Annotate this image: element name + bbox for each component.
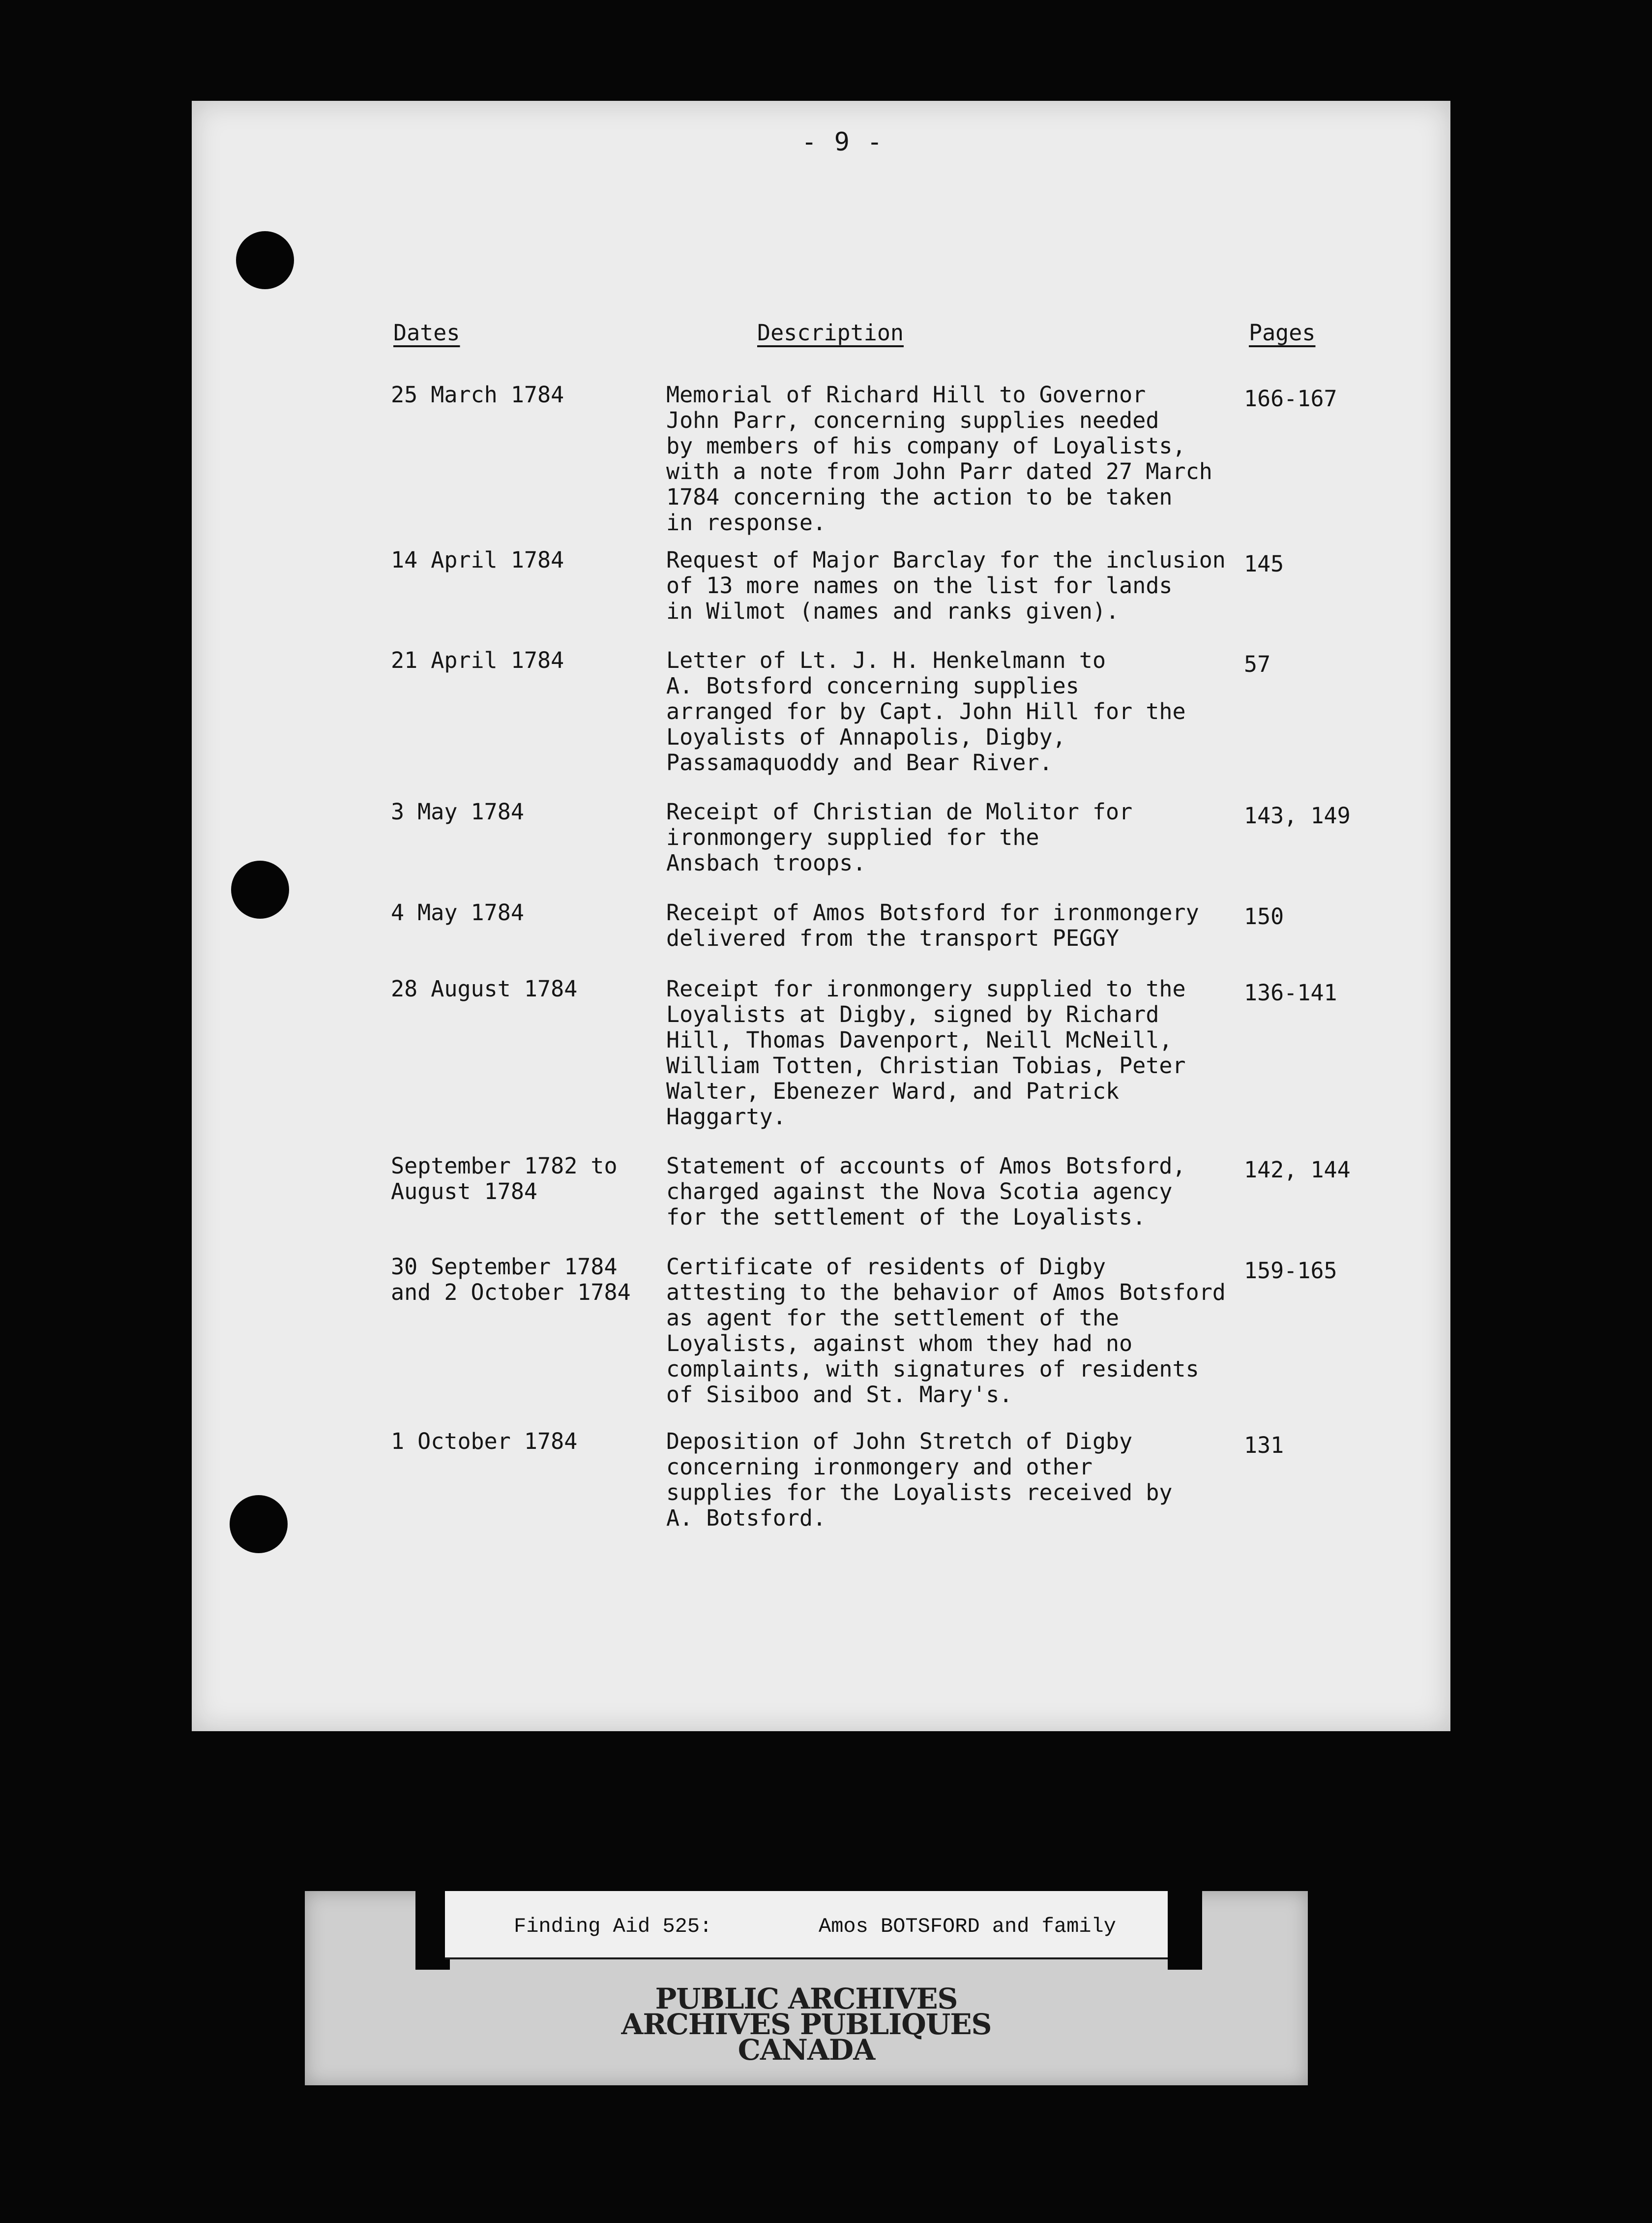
archives-stamp-line: CANADA — [738, 2033, 875, 2067]
entry-pages: 142, 144 — [1244, 1157, 1351, 1183]
entry-description: Statement of accounts of Amos Botsford, charged against the Nova Scotia agency for the settlement of the Loyalists. — [666, 1153, 1186, 1230]
entry-description: Deposition of John Stretch of Digby concerning ironmongery and other supplies for the Loyalists received by A. Botsford. — [666, 1428, 1173, 1531]
entry-date: 1 October 1784 — [391, 1428, 578, 1454]
entry-description: Certificate of residents of Digby attesting to the behavior of Amos Botsford as agent for the settlement of the Loyalists, against whom they had no complaints, with signatures of residents of Sisiboo and St. Mary's. — [666, 1254, 1226, 1408]
entry-pages: 145 — [1244, 551, 1284, 577]
archives-stamp-line: PUBLIC ARCHIVES — [655, 1982, 958, 2015]
punch-hole — [236, 231, 294, 289]
entry-date: September 1782 to August 1784 — [391, 1153, 618, 1204]
entry-date: 28 August 1784 — [391, 976, 578, 1002]
punch-hole — [230, 1495, 288, 1553]
entry-date: 14 April 1784 — [391, 547, 564, 573]
entry-description: Letter of Lt. J. H. Henkelmann to A. Botsford concerning supplies arranged for by Capt. John Hill for the Loyalists of Annapolis, Digby, Passamaquoddy and Bear River. — [666, 647, 1186, 776]
entry-description: Receipt for ironmongery supplied to the Loyalists at Digby, signed by Richard Hill, Thomas Davenport, Neill McNeill, William Totten, Christian Tobias, Peter Walter, Ebenezer Ward, and Patrick Haggarty. — [666, 976, 1186, 1130]
entry-description: Request of Major Barclay for the inclusion of 13 more names on the list for lands in Wilmot (names and ranks given). — [666, 547, 1226, 624]
entry-pages: 57 — [1244, 651, 1271, 677]
page-number: - 9 - — [801, 127, 884, 157]
collection-name: Amos BOTSFORD and family — [819, 1915, 1116, 1938]
column-header-pages: Pages — [1249, 320, 1316, 346]
entry-pages: 159-165 — [1244, 1258, 1337, 1284]
column-header-dates: Dates — [393, 320, 460, 346]
column-header-description: Description — [757, 320, 904, 346]
entry-date: 3 May 1784 — [391, 799, 524, 825]
card-notch — [1168, 1891, 1202, 1970]
finding-aid-strip — [445, 1891, 1168, 1959]
entry-date: 25 March 1784 — [391, 382, 564, 408]
entry-date: 4 May 1784 — [391, 900, 524, 926]
entry-description: Receipt of Amos Botsford for ironmongery delivered from the transport PEGGY — [666, 900, 1199, 951]
entry-date: 21 April 1784 — [391, 647, 564, 673]
entry-description: Receipt of Christian de Molitor for ironmongery supplied for the Ansbach troops. — [666, 799, 1133, 876]
entry-pages: 136-141 — [1244, 980, 1337, 1006]
entry-pages: 131 — [1244, 1432, 1284, 1458]
punch-hole — [231, 861, 289, 919]
entry-pages: 143, 149 — [1244, 803, 1351, 829]
document-page — [192, 101, 1450, 1731]
entry-pages: 166-167 — [1244, 386, 1337, 412]
finding-aid-number: Finding Aid 525: — [514, 1915, 712, 1938]
entry-date: 30 September 1784 and 2 October 1784 — [391, 1254, 631, 1305]
entry-description: Memorial of Richard Hill to Governor John Parr, concerning supplies needed by members of his company of Loyalists, with a note from John Parr dated 27 March 1784 concerning the action to be taken in response. — [666, 382, 1212, 536]
archives-stamp-line: ARCHIVES PUBLIQUES — [621, 2008, 992, 2041]
entry-pages: 150 — [1244, 903, 1284, 930]
archive-label-card — [305, 1891, 1308, 2085]
